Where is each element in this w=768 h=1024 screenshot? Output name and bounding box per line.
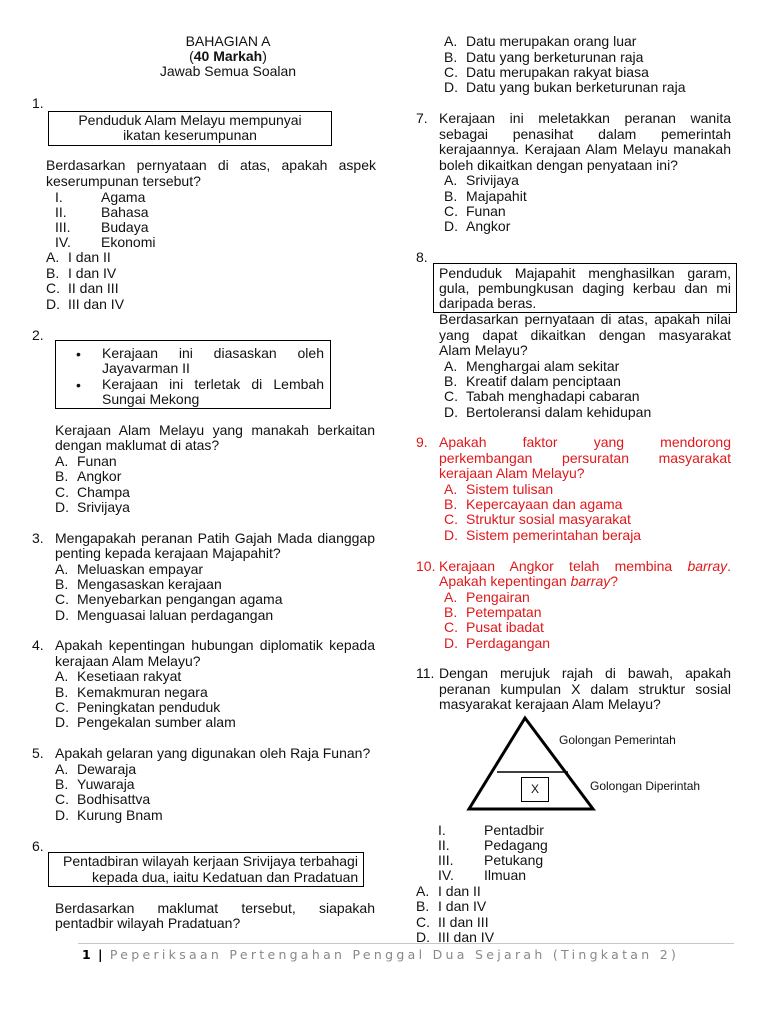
marks-line: (40 Markah) <box>189 48 267 65</box>
roman-item: IV. Ilmuan <box>438 867 527 883</box>
source-line: kepada dua, iaitu Kedatuan dan Pradatuan <box>92 869 359 885</box>
answer-option[interactable]: A. Kesetiaan rakyat <box>55 668 182 684</box>
question-7-number: 7. <box>416 110 428 126</box>
answer-option[interactable]: C. Datu merupakan rakyat biasa <box>444 64 649 80</box>
answer-option[interactable]: C. Menyebarkan pengangan agama <box>55 591 283 607</box>
answer-option[interactable]: A. Dewaraja <box>55 761 137 777</box>
answer-option[interactable]: B. Kreatif dalam penciptaan <box>444 373 621 389</box>
x-label-box: X <box>521 777 549 802</box>
question-7-stem-line: kerajaannya. Kerajaan Alam Melayu manakah <box>439 141 731 157</box>
answer-option[interactable]: A. Sistem tulisan <box>444 481 554 497</box>
top-label: Golongan Pemerintah <box>559 733 676 747</box>
question-9-stem-line: perkembangan persuratan masyarakat <box>439 450 731 466</box>
source-line: gula, pembungkusan daging kerbau dan mi <box>439 280 731 296</box>
answer-option[interactable]: C. Funan <box>444 203 506 219</box>
footer-text: Peperiksaan Pertengahan Penggal Dua Sejarah (Tingkatan 2) <box>109 947 680 962</box>
answer-option[interactable]: D. Sistem pemerintahan beraja <box>444 527 642 543</box>
footer-divider <box>78 943 734 944</box>
question-8-stem-line: Alam Melayu? <box>439 342 528 358</box>
question-9-number: 9. <box>416 434 428 450</box>
answer-option[interactable]: B. Kepercayaan dan agama <box>444 496 623 512</box>
question-5-stem-line: Apakah gelaran yang digunakan oleh Raja Funan? <box>55 745 371 761</box>
answer-option[interactable]: C. Pusat ibadat <box>444 619 544 635</box>
answer-option[interactable]: A. Menghargai alam sekitar <box>444 358 620 374</box>
answer-option[interactable]: A. Funan <box>55 453 117 469</box>
answer-option[interactable]: A. Srivijaya <box>444 172 519 188</box>
answer-option[interactable]: D. III dan IV <box>46 296 125 312</box>
page-number: 1 <box>82 947 91 962</box>
answer-option[interactable]: D. Angkor <box>444 218 511 234</box>
bullet-line: Jayavarman II <box>102 360 190 376</box>
bullet-line: Sungai Mekong <box>102 391 200 407</box>
answer-option[interactable]: D. Bertoleransi dalam kehidupan <box>444 404 652 420</box>
page-footer: 1 | Peperiksaan Pertengahan Penggal Dua Sejarah (Tingkatan 2) <box>82 947 680 962</box>
roman-item: II. Pedagang <box>438 837 548 853</box>
question-3-number: 3. <box>32 530 44 546</box>
answer-option[interactable]: C. Bodhisattva <box>55 791 151 807</box>
section-title: BAHAGIAN A <box>185 33 271 49</box>
roman-item: II. Bahasa <box>55 204 149 220</box>
source-line: ikatan keserumpunan <box>123 127 257 144</box>
question-1-stem-line: keserumpunan tersebut? <box>46 173 201 189</box>
question-3-stem-line: Mengapakah peranan Patih Gajah Mada dianggap <box>55 530 375 546</box>
answer-option[interactable]: B. I dan IV <box>46 265 117 281</box>
roman-item: III. Petukang <box>438 852 544 868</box>
answer-option[interactable]: C. Tabah menghadapi cabaran <box>444 388 640 404</box>
question-2-number: 2. <box>32 327 44 343</box>
question-8-stem-line: Berdasarkan pernyataan di atas, apakah nilai <box>439 311 731 327</box>
answer-option[interactable]: B. I dan IV <box>416 898 487 914</box>
question-10-stem-line: Kerajaan Angkor telah membina barray. <box>439 558 732 574</box>
bullet: • <box>76 377 81 393</box>
bullet: • <box>76 346 81 362</box>
question-4-stem-line: Apakah kepentingan hubungan diplomatik kepada <box>55 637 375 653</box>
question-1-number: 1. <box>32 95 44 111</box>
question-6-number: 6. <box>32 838 44 854</box>
question-2-stem-line: Kerajaan Alam Melayu yang manakah berkaitan <box>55 422 375 438</box>
question-11-number: 11. <box>416 665 435 681</box>
answer-option[interactable]: A. Pengairan <box>444 589 530 605</box>
answer-option[interactable]: C. II dan III <box>46 280 119 296</box>
answer-option[interactable]: A. I dan II <box>46 249 111 265</box>
question-8-stem-line: yang dapat dikaitkan dengan masyarakat <box>439 327 731 343</box>
roman-item: I. Pentadbir <box>438 822 544 838</box>
answer-option[interactable]: C. II dan III <box>416 914 489 930</box>
answer-option[interactable]: A. I dan II <box>416 883 481 899</box>
question-4-stem-line: kerajaan Alam Melayu? <box>55 653 201 669</box>
question-7-stem-line: boleh dikaitkan dengan penyataan ini? <box>439 157 678 173</box>
roman-item: III. Budaya <box>55 219 149 235</box>
instruction-text: Jawab Semua Soalan <box>159 63 297 80</box>
question-4-number: 4. <box>32 637 44 653</box>
roman-item: IV. Ekonomi <box>55 234 156 250</box>
question-1-stem-line: Berdasarkan pernyataan di atas, apakah aspek <box>46 157 376 173</box>
question-10-stem-line: Apakah kepentingan barray? <box>439 573 619 589</box>
question-8-number: 8. <box>416 249 428 265</box>
answer-option[interactable]: A. Datu merupakan orang luar <box>444 33 637 49</box>
question-6-stem-line: Berdasarkan maklumat tersebut, siapakah <box>55 900 375 916</box>
answer-option[interactable]: C. Champa <box>55 484 130 500</box>
question-11-stem-line: masyarakat kerajaan Alam Melayu? <box>439 696 661 712</box>
question-7-stem-line: sebagai penasihat dalam pemerintah <box>439 126 731 142</box>
question-10-number: 10. <box>416 558 436 574</box>
marks-text: 40 Markah <box>193 48 263 65</box>
answer-option[interactable]: B. Kemakmuran negara <box>55 684 208 700</box>
answer-option[interactable]: D. III dan IV <box>416 929 495 945</box>
question-9-stem-line: kerajaan Alam Melayu? <box>439 465 585 481</box>
answer-option[interactable]: C. Struktur sosial masyarakat <box>444 511 631 527</box>
answer-option[interactable]: B. Angkor <box>55 468 122 484</box>
source-line: daripada beras. <box>439 295 537 311</box>
question-1-source-box <box>48 111 332 146</box>
source-line: Penduduk Alam Melayu mempunyai <box>78 112 302 128</box>
answer-option[interactable]: A. Meluaskan empayar <box>55 561 204 577</box>
question-2-source-box <box>55 340 331 409</box>
question-2-stem-line: dengan maklumat di atas? <box>55 437 220 453</box>
bullet-line: Kerajaan ini terletak di Lembah <box>102 376 324 392</box>
question-6-source-box <box>48 852 364 887</box>
question-7-stem-line: Kerajaan ini meletakkan peranan wanita <box>439 110 731 126</box>
answer-option[interactable]: B. Datu yang berketurunan raja <box>444 49 644 65</box>
question-5-number: 5. <box>32 745 44 761</box>
question-8-source-box <box>433 263 737 313</box>
answer-option[interactable]: D. Datu yang bukan berketurunan raja <box>444 79 686 95</box>
answer-option[interactable]: D. Perdagangan <box>444 635 551 651</box>
section-header <box>128 34 328 80</box>
bottom-label: Golongan Diperintah <box>590 779 701 793</box>
question-9-stem-line: Apakah faktor yang mendorong <box>439 434 731 450</box>
answer-option[interactable]: B. Majapahit <box>444 188 527 204</box>
answer-option[interactable]: C. Peningkatan penduduk <box>55 699 221 715</box>
roman-item: I. Agama <box>55 189 146 205</box>
source-line: Pentadbiran wilayah kerjaan Srivijaya terbahagi <box>63 853 358 869</box>
answer-option[interactable]: B. Petempatan <box>444 604 542 620</box>
bullet-line: Kerajaan ini diasaskan oleh <box>102 345 324 361</box>
question-6-stem-line: pentadbir wilayah Pradatuan? <box>55 915 241 931</box>
answer-option[interactable]: D. Pengekalan sumber alam <box>55 714 236 730</box>
question-11-stem-line: Dengan merujuk rajah di bawah, apakah <box>439 665 731 681</box>
answer-option[interactable]: B. Yuwaraja <box>55 776 135 792</box>
answer-option[interactable]: D. Menguasai laluan perdagangan <box>55 607 274 623</box>
source-line: Penduduk Majapahit menghasilkan garam, <box>439 265 731 281</box>
answer-option[interactable]: B. Mengasaskan kerajaan <box>55 576 222 592</box>
question-3-stem-line: penting kepada kerajaan Majapahit? <box>55 545 281 561</box>
answer-option[interactable]: D. Srivijaya <box>55 499 130 515</box>
answer-option[interactable]: D. Kurung Bnam <box>55 807 163 823</box>
question-11-stem-line: peranan kumpulan X dalam struktur sosial <box>439 681 731 697</box>
